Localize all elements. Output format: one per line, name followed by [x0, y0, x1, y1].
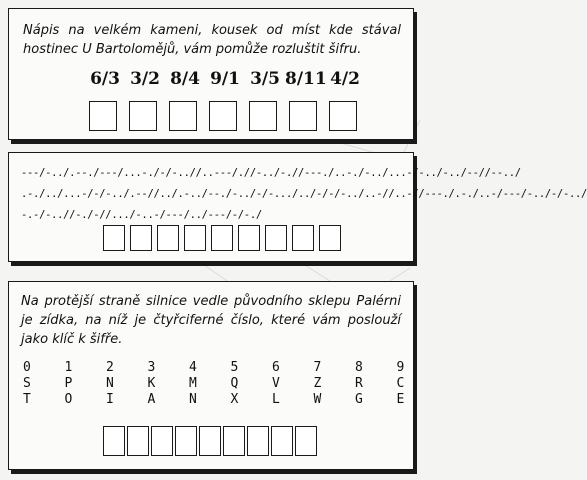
- answer-box[interactable]: [175, 426, 197, 456]
- puzzle-3-clue: Na protější straně silnice vedle původního sklepu Palérni je zídka, na níž je čtyřciferné číslo, které vám poslouží jako klíč k šifře.: [21, 294, 401, 347]
- answer-box[interactable]: [319, 225, 341, 251]
- fraction-4: 9/1: [210, 69, 240, 89]
- puzzle-panel-3: [8, 281, 414, 470]
- fraction-2: 3/2: [130, 69, 160, 89]
- answer-boxes-2: [103, 225, 341, 251]
- letter-row-1: [23, 376, 438, 392]
- answer-box[interactable]: [89, 101, 117, 131]
- letter-cell: N: [106, 376, 114, 391]
- letter-cell: P: [64, 376, 73, 391]
- fraction-5: 3/5: [250, 69, 280, 89]
- answer-box[interactable]: [289, 101, 317, 131]
- puzzle-panel-2: [8, 152, 587, 262]
- answer-box[interactable]: [238, 225, 260, 251]
- letter-cell: I: [106, 392, 114, 407]
- letter-cell: M: [189, 376, 197, 391]
- answer-box[interactable]: [247, 426, 269, 456]
- answer-box[interactable]: [223, 426, 245, 456]
- answer-box[interactable]: [151, 426, 173, 456]
- fraction-3: 8/4: [170, 69, 200, 89]
- digit-cell: 0: [23, 360, 31, 375]
- digit-cell: 7: [313, 360, 322, 375]
- morse-line-2: .-./../...-/-/-../.--//../.-../--./-../-/-.../../-/-/-../..-//..-//---./.-./..-/---/-../-/-../: [21, 188, 587, 200]
- digit-cell: 9: [396, 360, 405, 375]
- answer-box[interactable]: [103, 426, 125, 456]
- digit-cell: 6: [272, 360, 280, 375]
- letter-cell: T: [23, 392, 31, 407]
- digit-row: [23, 360, 438, 376]
- answer-box[interactable]: [129, 101, 157, 131]
- answer-box[interactable]: [127, 426, 149, 456]
- letter-cell: R: [355, 376, 363, 391]
- letter-cell: W: [313, 392, 322, 407]
- digit-cell: 2: [106, 360, 114, 375]
- answer-box[interactable]: [265, 225, 287, 251]
- letter-cell: S: [23, 376, 31, 391]
- answer-boxes-3: [103, 426, 317, 456]
- puzzle-1-clue: Nápis na velkém kameni, kousek od míst kde stával hostinec U Bartolomějů, vám pomůže rozluštit šifru.: [23, 23, 401, 57]
- morse-code: [21, 163, 587, 226]
- digit-cell: 8: [355, 360, 363, 375]
- fraction-7: 4/2: [330, 69, 360, 89]
- answer-box[interactable]: [130, 225, 152, 251]
- letter-cell: N: [189, 392, 197, 407]
- letter-cell: L: [272, 392, 280, 407]
- digit-cell: 1: [64, 360, 73, 375]
- answer-box[interactable]: [169, 101, 197, 131]
- letter-cell: G: [355, 392, 363, 407]
- letter-cell: A: [147, 392, 156, 407]
- letter-cell: C: [396, 376, 405, 391]
- puzzle-panel-1: [8, 8, 414, 140]
- answer-box[interactable]: [295, 426, 317, 456]
- letter-cell: Q: [230, 376, 239, 391]
- answer-box[interactable]: [329, 101, 357, 131]
- answer-box[interactable]: [271, 426, 293, 456]
- answer-boxes-1: [89, 101, 357, 131]
- cipher-key-table: [23, 360, 438, 408]
- answer-box[interactable]: [249, 101, 277, 131]
- answer-box[interactable]: [157, 225, 179, 251]
- answer-box[interactable]: [211, 225, 233, 251]
- morse-line-3: -.-/-..//-./-//.../-..-/---/../---/-/-./: [21, 209, 262, 221]
- answer-box[interactable]: [184, 225, 206, 251]
- letter-cell: K: [147, 376, 156, 391]
- fraction-row: [85, 69, 365, 89]
- fraction-1: 6/3: [90, 69, 120, 89]
- letter-cell: X: [230, 392, 239, 407]
- answer-box[interactable]: [199, 426, 221, 456]
- letter-cell: V: [272, 376, 280, 391]
- letter-cell: O: [64, 392, 73, 407]
- digit-cell: 5: [230, 360, 239, 375]
- letter-row-2: [23, 392, 438, 408]
- digit-cell: 3: [147, 360, 156, 375]
- fraction-6: 8/11: [285, 69, 327, 89]
- letter-cell: E: [396, 392, 405, 407]
- answer-box[interactable]: [103, 225, 125, 251]
- answer-box[interactable]: [209, 101, 237, 131]
- morse-line-1: ---/-../.--./---/...-./-/-..//..---/.//-../-.//---./..-./-../...-/-../-../--//--../: [21, 167, 521, 179]
- digit-cell: 4: [189, 360, 197, 375]
- answer-box[interactable]: [292, 225, 314, 251]
- letter-cell: Z: [313, 376, 322, 391]
